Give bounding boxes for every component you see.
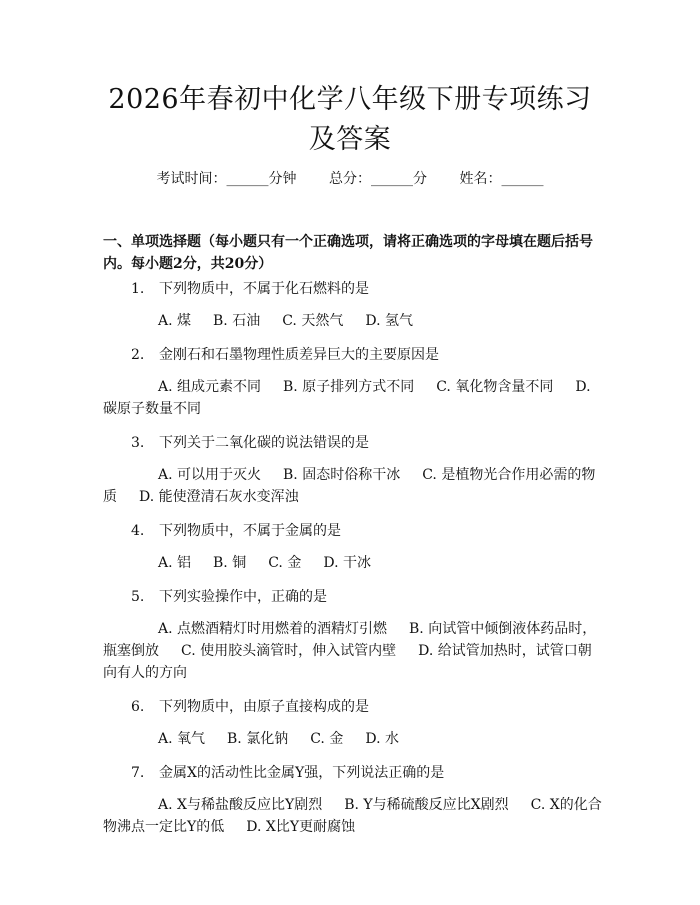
option-d: D. 给试管加热时，试管口朝向有人的方向	[103, 643, 592, 681]
option-c: C. 金	[268, 555, 302, 571]
question-number: 7.	[131, 765, 145, 781]
option-a: A. 煤	[158, 313, 192, 329]
question-stem: 下列物质中，不属于金属的是	[159, 523, 341, 539]
option-b: B. 固态时俗称干冰	[283, 467, 401, 483]
question-stem: 金属X的活动性比金属Y强，下列说法正确的是	[159, 765, 445, 781]
option-b: B. 原子排列方式不同	[283, 379, 415, 395]
option-a: A. X与稀盐酸反应比Y剧烈	[158, 797, 323, 813]
option-b: B. 铜	[213, 555, 247, 571]
option-a: A. 铝	[158, 555, 192, 571]
exam-time: 考试时间：______分钟	[156, 171, 297, 187]
option-a: A. 可以用于灭火	[158, 467, 262, 483]
exam-info	[0, 168, 700, 188]
question-6	[103, 696, 603, 750]
option-d: D. 水	[365, 731, 399, 747]
section-header: 一、单项选择题（每小题只有一个正确选项，请将正确选项的字母填在题后括号内。每小题2分，共20分）	[103, 234, 593, 272]
question-number: 5.	[131, 589, 145, 605]
option-b: B. 石油	[213, 313, 261, 329]
question-stem: 下列物质中，不属于化石燃料的是	[159, 281, 369, 297]
question-7	[103, 762, 603, 838]
option-c: C. 使用胶头滴管时，伸入试管内壁	[181, 643, 397, 659]
option-d: D. 碳原子数量不同	[103, 379, 591, 417]
question-list	[103, 278, 603, 838]
total-score: 总分：______分	[329, 171, 427, 187]
question-number: 4.	[131, 523, 145, 539]
option-a: A. 组成元素不同	[158, 379, 262, 395]
option-c: C. 是植物光合作用必需的物质	[103, 467, 596, 505]
option-c: C. 天然气	[282, 313, 344, 329]
question-1	[103, 278, 603, 332]
option-d: D. X比Y更耐腐蚀	[246, 819, 356, 835]
question-4	[103, 520, 603, 574]
option-b: B. 氯化钠	[227, 731, 289, 747]
option-c: C. 金	[310, 731, 344, 747]
option-d: D. 氢气	[365, 313, 413, 329]
student-name: 姓名：______	[459, 171, 544, 187]
question-stem: 下列实验操作中，正确的是	[159, 589, 327, 605]
question-number: 6.	[131, 699, 145, 715]
option-d: D. 能使澄清石灰水变浑浊	[139, 489, 299, 505]
question-5	[103, 586, 603, 684]
question-stem: 金刚石和石墨物理性质差异巨大的主要原因是	[159, 347, 439, 363]
option-c: C. X的化合物沸点一定比Y的低	[103, 797, 602, 835]
option-c: C. 氧化物含量不同	[436, 379, 554, 395]
page-title: 2026年春初中化学八年级下册专项练习及答案	[108, 84, 592, 155]
question-3	[103, 432, 603, 508]
question-number: 3.	[131, 435, 145, 451]
option-a: A. 氧气	[158, 731, 206, 747]
option-a: A. 点燃酒精灯时用燃着的酒精灯引燃	[158, 621, 388, 637]
option-b: B. Y与稀硫酸反应比X剧烈	[344, 797, 509, 813]
question-number: 2.	[131, 347, 145, 363]
question-stem: 下列关于二氧化碳的说法错误的是	[159, 435, 369, 451]
question-stem: 下列物质中，由原子直接构成的是	[159, 699, 369, 715]
question-2	[103, 344, 603, 420]
option-d: D. 干冰	[323, 555, 371, 571]
option-b: B. 向试管中倾倒液体药品时，瓶塞倒放	[103, 621, 597, 659]
question-number: 1.	[131, 281, 145, 297]
